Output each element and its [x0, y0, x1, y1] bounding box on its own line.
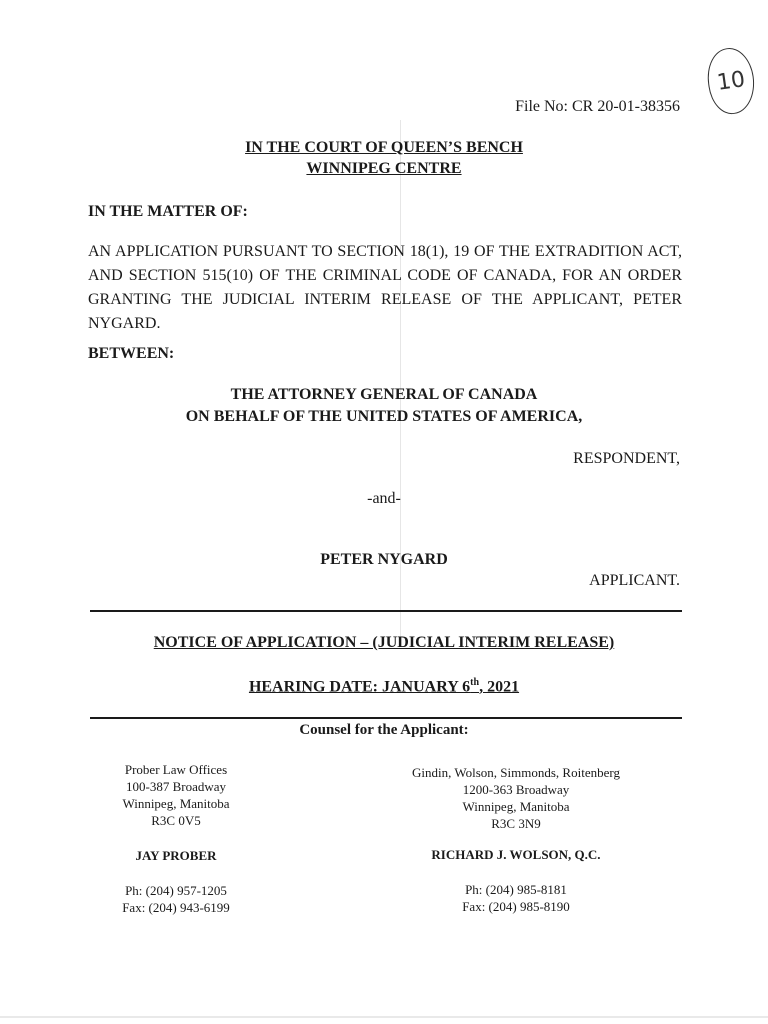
phone-number: Ph: (204) 985-8181 [465, 882, 567, 897]
hearing-date-year: , 2021 [479, 678, 520, 696]
lawyer-name: RICHARD J. WOLSON, Q.C. [431, 847, 601, 862]
respondent-role: RESPONDENT, [573, 450, 680, 467]
respondent-behalf: ON BEHALF OF THE UNITED STATES OF AMERICA, [185, 408, 583, 425]
hearing-date-text: HEARING DATE: JANUARY 6 [248, 678, 471, 696]
court-centre: WINNIPEG CENTRE [306, 160, 462, 177]
divider-rule [90, 717, 682, 719]
applicant-role: APPLICANT. [589, 572, 680, 589]
counsel-block-right [388, 764, 644, 915]
firm-address: 1200-363 Broadway [462, 782, 570, 797]
firm-postal-code: R3C 0V5 [151, 813, 201, 828]
applicant-name: PETER NYGARD [320, 551, 448, 568]
handwritten-tab-number: 10 [704, 45, 759, 117]
counsel-heading: Counsel for the Applicant: [299, 722, 469, 738]
page-edge [0, 1016, 768, 1018]
firm-name: Gindin, Wolson, Simmonds, Roitenberg [412, 765, 620, 780]
matter-heading: IN THE MATTER OF: [88, 203, 248, 220]
between-heading: BETWEEN: [88, 345, 175, 362]
application-description: AN APPLICATION PURSUANT TO SECTION 18(1), 19 OF THE EXTRADITION ACT, AND SECTION 515(10) OF THE CRIMINAL CODE OF CANADA, FOR AN ORDER GRANTING THE JUDICIAL INTERIM RELEASE OF THE APPLICANT, PETER NYGARD. [88, 243, 682, 332]
divider-rule [90, 610, 682, 612]
firm-name: Prober Law Offices [124, 762, 228, 777]
notice-title: NOTICE OF APPLICATION – (JUDICIAL INTERIM RELEASE) [153, 634, 615, 651]
firm-address: 100-387 Broadway [125, 779, 226, 794]
firm-city: Winnipeg, Manitoba [122, 796, 230, 811]
respondent-name: THE ATTORNEY GENERAL OF CANADA [230, 386, 538, 403]
firm-city: Winnipeg, Manitoba [462, 799, 570, 814]
and-separator: -and- [367, 490, 401, 507]
file-number: File No: CR 20-01-38356 [515, 98, 680, 115]
hearing-date-ordinal: th [470, 677, 480, 688]
hearing-date [0, 677, 768, 696]
fax-number: Fax: (204) 985-8190 [462, 899, 570, 914]
counsel-block-left [96, 761, 256, 916]
phone-number: Ph: (204) 957-1205 [125, 883, 227, 898]
court-name: IN THE COURT OF QUEEN’S BENCH [245, 139, 523, 156]
lawyer-name: JAY PROBER [135, 848, 217, 863]
firm-postal-code: R3C 3N9 [491, 816, 541, 831]
fax-number: Fax: (204) 943-6199 [122, 900, 230, 915]
